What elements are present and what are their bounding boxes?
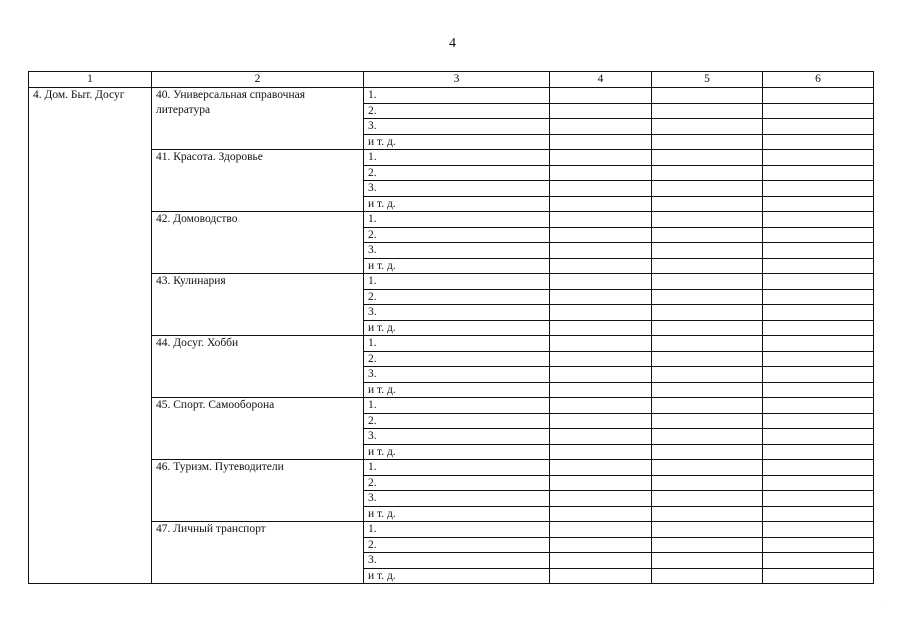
empty-cell [763,227,874,243]
empty-cell [550,351,652,367]
item-number-cell: 2. [364,103,550,119]
item-number-cell: 1. [364,460,550,476]
empty-cell [550,243,652,259]
empty-cell [550,196,652,212]
item-number-cell: 2. [364,537,550,553]
empty-cell [652,88,763,104]
register-table [28,71,874,584]
empty-cell [550,336,652,352]
item-number-cell: 3. [364,181,550,197]
empty-cell [652,181,763,197]
item-number-cell: и т. д. [364,382,550,398]
item-number-cell: и т. д. [364,320,550,336]
empty-cell [763,444,874,460]
empty-cell [652,460,763,476]
empty-cell [652,506,763,522]
empty-cell [652,289,763,305]
item-number-cell: 1. [364,274,550,290]
column-header: 2 [152,72,364,88]
empty-cell [652,382,763,398]
item-number-cell: и т. д. [364,444,550,460]
item-number-cell: и т. д. [364,258,550,274]
empty-cell [652,553,763,569]
empty-cell [550,88,652,104]
empty-cell [763,103,874,119]
empty-cell [652,336,763,352]
empty-cell [763,320,874,336]
empty-cell [652,305,763,321]
item-number-cell: 2. [364,289,550,305]
empty-cell [550,258,652,274]
empty-cell [652,165,763,181]
empty-cell [652,491,763,507]
empty-cell [652,196,763,212]
empty-cell [550,212,652,228]
item-number-cell: 1. [364,336,550,352]
empty-cell [763,336,874,352]
empty-cell [550,227,652,243]
empty-cell [652,134,763,150]
table-row [29,460,874,476]
scan-speck: · [884,604,886,610]
group-title: 41. Красота. Здоровье [152,150,364,212]
empty-cell [550,444,652,460]
empty-cell [763,274,874,290]
empty-cell [550,305,652,321]
empty-cell [763,553,874,569]
page-number: 4 [449,36,456,51]
empty-cell [550,274,652,290]
empty-cell [550,429,652,445]
empty-cell [550,103,652,119]
empty-cell [652,475,763,491]
empty-cell [550,491,652,507]
item-number-cell: 3. [364,491,550,507]
empty-cell [763,258,874,274]
empty-cell [652,429,763,445]
column-header: 4 [550,72,652,88]
empty-cell [763,568,874,584]
table-body [29,72,874,584]
empty-cell [763,150,874,166]
item-number-cell: 3. [364,367,550,383]
empty-cell [550,289,652,305]
item-number-cell: 3. [364,429,550,445]
item-number-cell: 1. [364,522,550,538]
empty-cell [550,165,652,181]
empty-cell [763,382,874,398]
empty-cell [652,537,763,553]
empty-cell [550,320,652,336]
empty-cell [763,506,874,522]
empty-cell [652,398,763,414]
table-row [29,336,874,352]
empty-cell [550,398,652,414]
empty-cell [763,429,874,445]
group-title: 46. Туризм. Путеводители [152,460,364,522]
empty-cell [763,491,874,507]
table-row [29,150,874,166]
table-row [29,522,874,538]
item-number-cell: 3. [364,553,550,569]
empty-cell [652,413,763,429]
item-number-cell: 1. [364,150,550,166]
empty-cell [652,243,763,259]
empty-cell [763,134,874,150]
empty-cell [550,134,652,150]
empty-cell [550,537,652,553]
empty-cell [550,382,652,398]
item-number-cell: 3. [364,243,550,259]
empty-cell [763,212,874,228]
empty-cell [763,413,874,429]
group-title: 42. Домоводство [152,212,364,274]
empty-cell [763,351,874,367]
group-title: 40. Универсальная справочная литература [152,88,364,150]
empty-cell [763,181,874,197]
table-row [29,274,874,290]
group-title: 47. Личный транспорт [152,522,364,584]
empty-cell [652,258,763,274]
empty-cell [652,320,763,336]
column-header: 6 [763,72,874,88]
empty-cell [550,522,652,538]
empty-cell [652,103,763,119]
empty-cell [550,553,652,569]
table-row [29,398,874,414]
empty-cell [550,506,652,522]
item-number-cell: и т. д. [364,196,550,212]
item-number-cell: 2. [364,227,550,243]
column-number-row [29,72,874,88]
table-row [29,212,874,228]
item-number-cell: 2. [364,351,550,367]
column-header: 3 [364,72,550,88]
empty-cell [763,460,874,476]
empty-cell [763,88,874,104]
empty-cell [763,119,874,135]
empty-cell [763,196,874,212]
empty-cell [763,165,874,181]
empty-cell [652,444,763,460]
table-row [29,88,874,104]
empty-cell [763,522,874,538]
empty-cell [763,289,874,305]
empty-cell [652,367,763,383]
empty-cell [652,568,763,584]
column-header: 5 [652,72,763,88]
column-header: 1 [29,72,152,88]
empty-cell [652,212,763,228]
empty-cell [652,227,763,243]
empty-cell [550,413,652,429]
group-title: 43. Кулинария [152,274,364,336]
item-number-cell: 1. [364,212,550,228]
empty-cell [763,475,874,491]
empty-cell [550,568,652,584]
empty-cell [550,150,652,166]
empty-cell [763,243,874,259]
item-number-cell: 2. [364,413,550,429]
item-number-cell: 2. [364,165,550,181]
empty-cell [550,119,652,135]
item-number-cell: и т. д. [364,506,550,522]
empty-cell [763,398,874,414]
section-label: 4. Дом. Быт. Досуг [29,88,152,584]
item-number-cell: 3. [364,305,550,321]
empty-cell [652,351,763,367]
empty-cell [550,460,652,476]
empty-cell [550,367,652,383]
item-number-cell: 1. [364,398,550,414]
group-title: 44. Досуг. Хобби [152,336,364,398]
empty-cell [763,367,874,383]
empty-cell [763,537,874,553]
item-number-cell: и т. д. [364,568,550,584]
empty-cell [763,305,874,321]
empty-cell [652,522,763,538]
item-number-cell: 1. [364,88,550,104]
empty-cell [652,119,763,135]
item-number-cell: и т. д. [364,134,550,150]
empty-cell [550,181,652,197]
item-number-cell: 3. [364,119,550,135]
item-number-cell: 2. [364,475,550,491]
empty-cell [652,150,763,166]
empty-cell [652,274,763,290]
empty-cell [550,475,652,491]
group-title: 45. Спорт. Самооборона [152,398,364,460]
